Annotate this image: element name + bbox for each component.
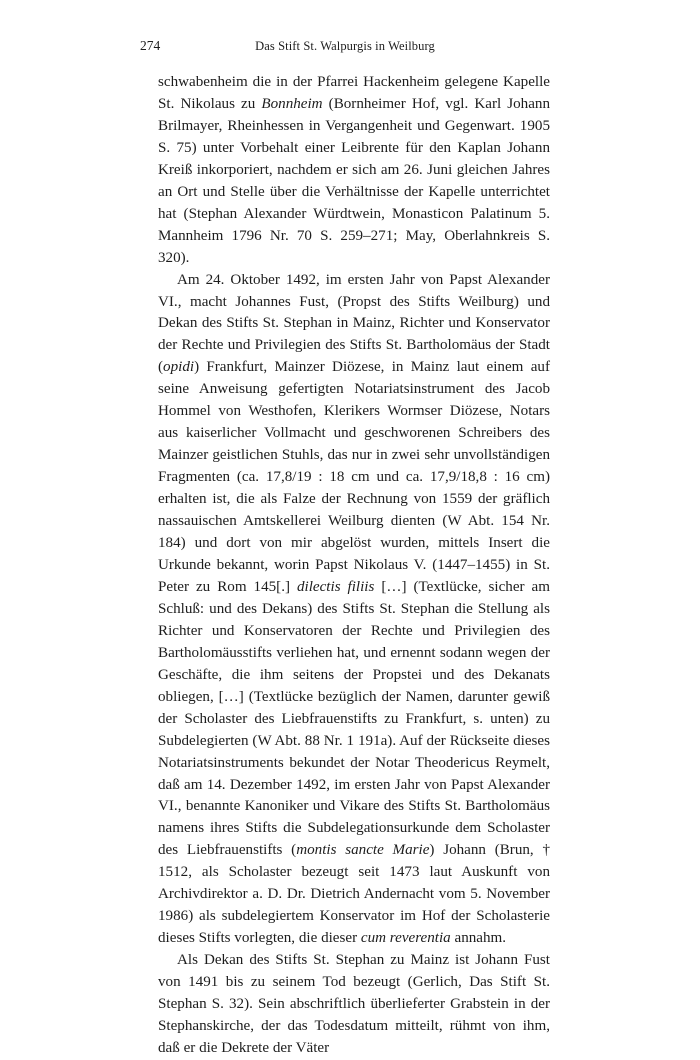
text-run: ) Johann (Brun, † 1512, als Scholaster bezeugt seit 1473 laut Auskunft von Archivdirektor a. D. Dr. Dietrich Andernacht vom 5. November 1986) als subdelegiertem Konservator im Hof der Scholasterie dieses Stifts vorlegten, die dieser — [158, 842, 550, 947]
italic-phrase: montis sancte Marie — [296, 842, 430, 859]
running-title: Das Stift St. Walpurgis in Weilburg — [255, 39, 435, 53]
text-run: annahm. — [450, 930, 507, 947]
italic-phrase: opidi — [163, 359, 195, 376]
paragraph-1 — [158, 72, 550, 270]
text-run: schwabenheim die in der Pfarrei Hackenheim gelegene Kapelle St. Nikolaus zu — [158, 74, 550, 112]
text-run: […] (Textlücke, sicher am Schluß: und des Dekans) des Stifts St. Stephan die Stellung als Richter und Konservatoren der Rechte und Privilegien des Bartholomäusstifts verliehen hat, und ernennt sodann wegen der Geschäfte, die ihm seitens der Propstei und des Dekanats obliegen, […] (Textlücke bezüglich der Namen, darunter gewiß der Scholaster des Liebfrauenstifts zu Frankfurt, s. unten) zu Subdelegierten (W Abt. 88 Nr. 1 191a). Auf der Rückseite dieses Notariatsinstruments bekundet der Notar Theodericus Reymelt, daß am 14. Dezember 1492, im ersten Jahr von Papst Alexander VI., benannte Kanoniker und Vikare des Stifts St. Bartholomäus namens ihres Stifts die Subdelegationsurkunde dem Scholaster des Liebfrauenstifts ( — [158, 578, 550, 859]
text-run: (Bornheimer Hof, vgl. Karl Johann Brilmayer, Rheinhessen in Vergangenheit und Gegenwart. 1905 S. 75) unter Vorbehalt einer Leibrente für den Kaplan Johann Kreiß inkorporiert, nachdem er sich am 26. Juni gleichen Jahres an Ort und Stelle über die Verhältnisse der Kapelle unterrichtet hat (Stephan Alexander Würdtwein, Monasticon Palatinum 5. Mannheim 1796 Nr. 70 S. 259–271; May, Oberlahnkreis S. 320). — [158, 95, 551, 266]
text-run: Als Dekan des Stifts St. Stephan zu Mainz ist Johann Fust von 1491 bis zu seinem Tod bezeugt (Gerlich, Das Stift St. Stephan S. 32). Sein abschriftlich überlieferter Grabstein in der Stephanskirche, der das Todesdatum mitteilt, rühmt von ihm, daß er die Dekrete der Väter — [158, 952, 550, 1056]
paragraph-2 — [158, 270, 550, 951]
paragraph-3 — [158, 950, 550, 1060]
italic-phrase: dilectis filiis — [296, 578, 375, 595]
italic-phrase: Bonnheim — [261, 95, 323, 112]
body-text — [158, 72, 550, 1060]
page-header — [140, 38, 550, 58]
text-run: ) Frankfurt, Mainzer Diözese, in Mainz laut einem auf seine Anweisung gefertigten Notariatsinstrument des Jacob Hommel von Westhofen, Klerikers Wormser Diözese, Notars aus kaiserlicher Vollmacht und geschworenen Schreibers des Mainzer geistlichen Stuhls, das nur in zwei sehr unvollständigen Fragmenten (ca. 17,8/19 : 18 cm und ca. 17,9/18,8 : 16 cm) erhalten ist, die als Falze der Rechnung von 1559 der gräflich nassauischen Amtskellerei Weilburg dienten (W Abt. 154 Nr. 184) und dort von mir abgelöst wurden, mittels Insert die Urkunde bekannt, worin Papst Nikolaus V. (1447–1455) in St. Peter zu Rom 145[.] — [158, 359, 550, 595]
italic-phrase: cum reverentia — [360, 930, 451, 947]
text-run: Am 24. Oktober 1492, im ersten Jahr von Papst Alexander VI., macht Johannes Fust, (Propst des Stifts Weilburg) und Dekan des Stifts St. Stephan in Mainz, Richter und Konservator der Rechte und Privilegien des Stifts St. Bartholomäus der Stadt ( — [158, 271, 550, 376]
page-number: 274 — [140, 38, 161, 53]
